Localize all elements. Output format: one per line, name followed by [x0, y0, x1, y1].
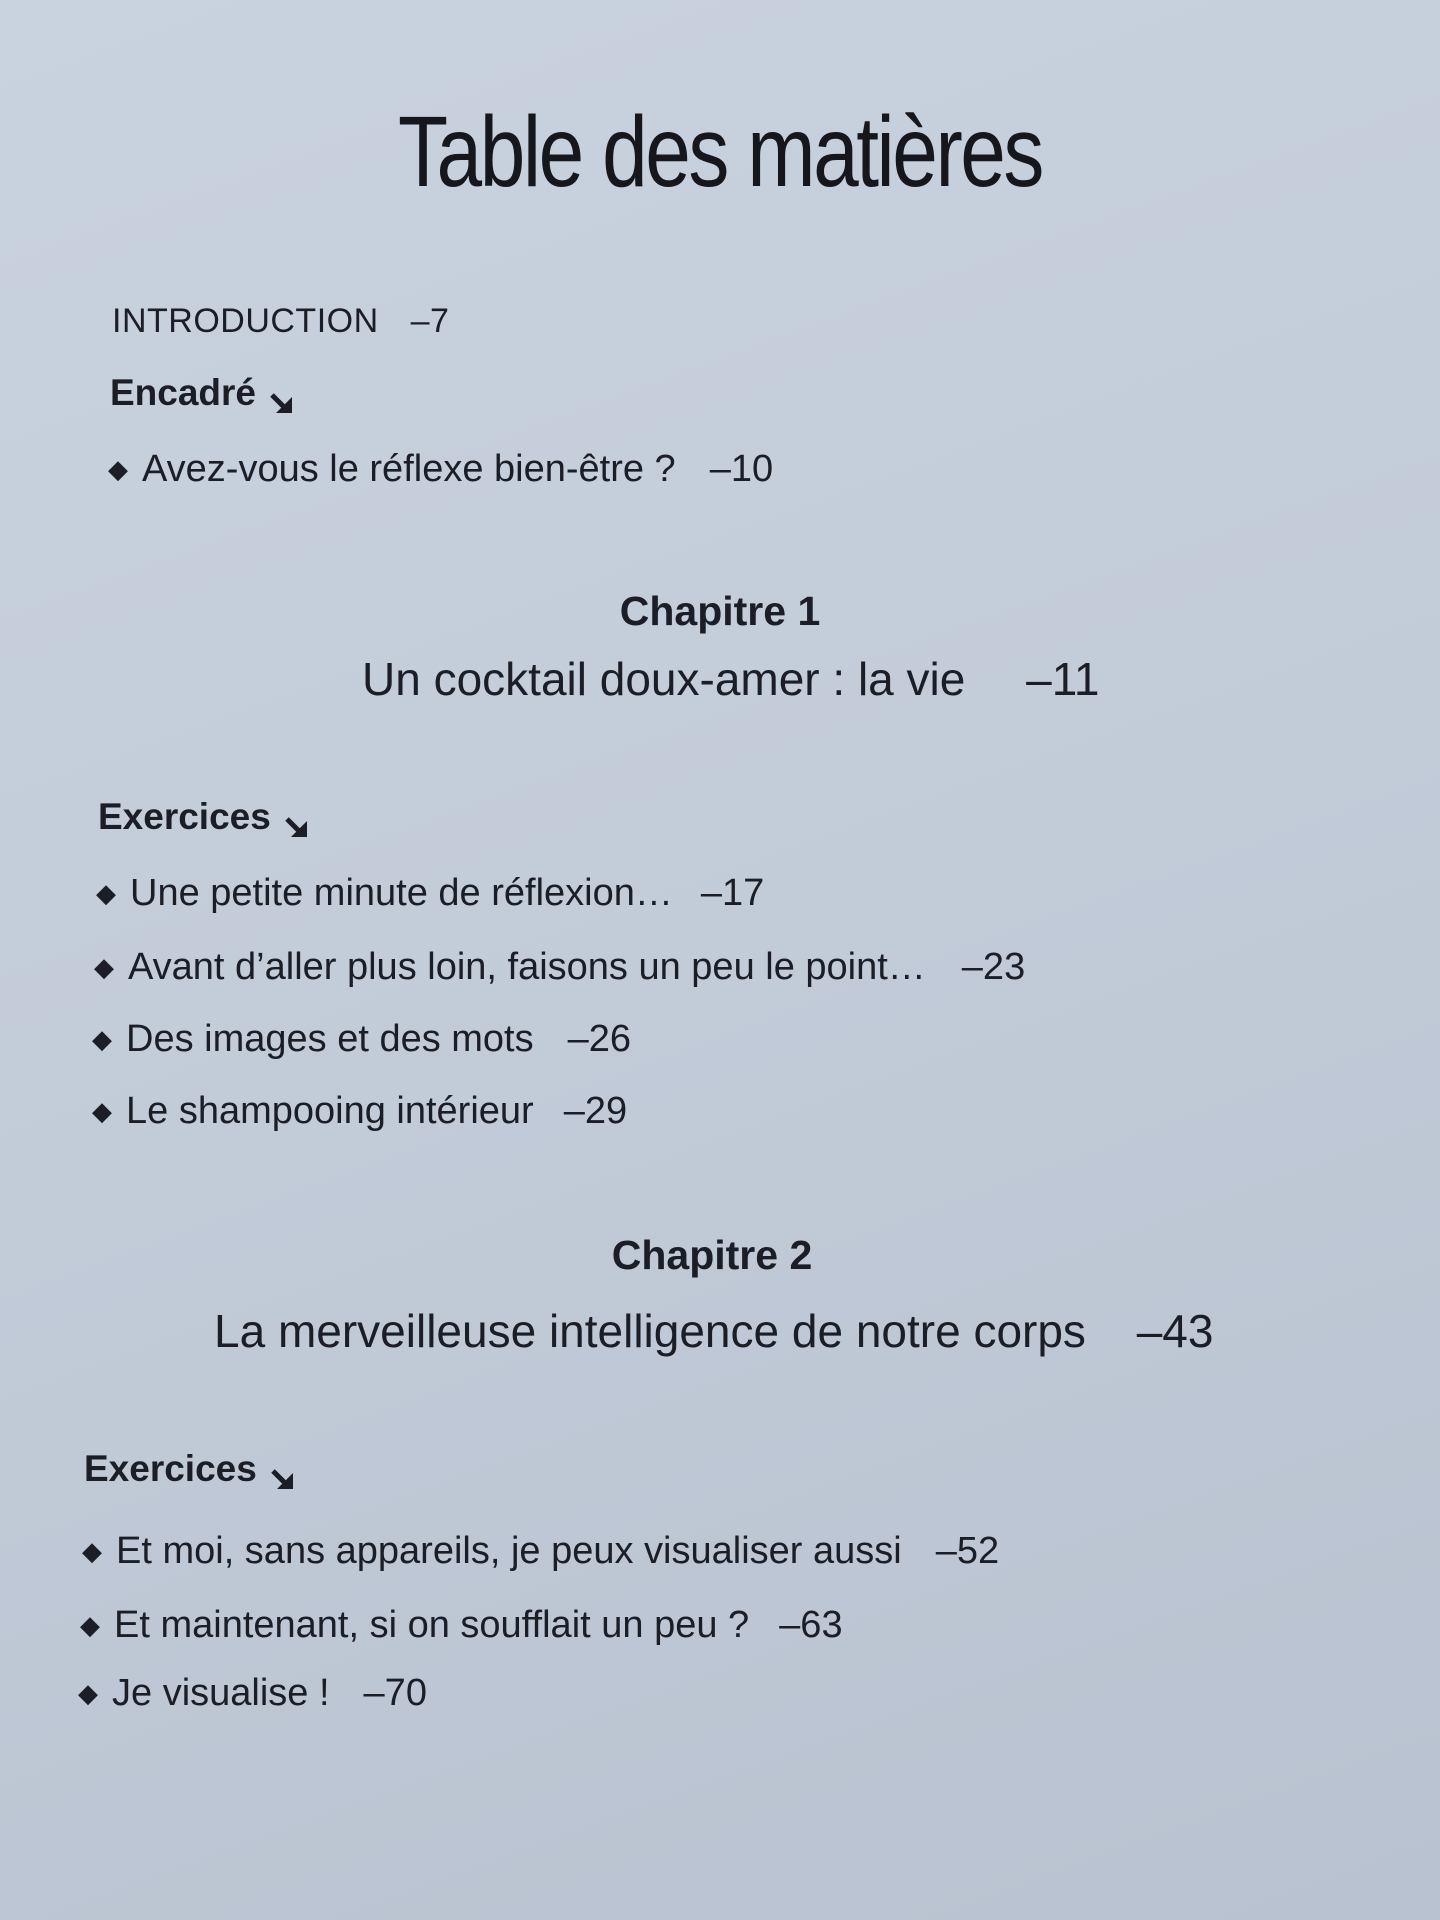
toc-entry-introduction: [112, 302, 449, 341]
entry-label: Je visualise !: [112, 1672, 330, 1714]
entry-label: Et moi, sans appareils, je peux visualiser aussi: [116, 1530, 902, 1572]
toc-entry: [92, 1090, 627, 1133]
chapter-title-2: [214, 1304, 1213, 1358]
section-heading-encadre: [110, 372, 298, 414]
toc-entry: [108, 448, 773, 491]
toc-entry: [78, 1672, 427, 1715]
entry-page: –17: [700, 872, 765, 914]
entry-page: –52: [935, 1530, 1000, 1572]
toc-entry: [92, 1018, 631, 1061]
entry-label: Avez-vous le réflexe bien-être ?: [142, 448, 676, 490]
diamond-bullet-icon: ◆: [96, 878, 116, 908]
chapter-page: –43: [1136, 1305, 1214, 1357]
toc-entry: [80, 1604, 843, 1647]
entry-label: Une petite minute de réflexion…: [130, 872, 673, 914]
page-title: Table des matières: [398, 96, 1042, 208]
entry-page: –63: [779, 1604, 843, 1646]
chapter-title-label: La merveilleuse intelligence de notre corps: [214, 1305, 1086, 1357]
arrow-down-right-icon: [283, 813, 313, 843]
toc-entry: [94, 946, 1025, 989]
section-heading-label: Encadré: [110, 372, 257, 413]
entry-label: Le shampooing intérieur: [126, 1090, 534, 1132]
toc-entry: [96, 872, 764, 915]
chapter-title-1: [362, 652, 1099, 706]
section-heading-label: Exercices: [84, 1448, 257, 1489]
section-heading-label: Exercices: [98, 796, 271, 837]
diamond-bullet-icon: ◆: [78, 1678, 98, 1708]
entry-page: –10: [709, 448, 774, 490]
chapter-heading-2: Chapitre 2: [611, 1232, 813, 1278]
diamond-bullet-icon: ◆: [80, 1610, 100, 1640]
diamond-bullet-icon: ◆: [94, 952, 114, 982]
entry-label: INTRODUCTION: [112, 302, 379, 340]
arrow-down-right-icon: [268, 389, 298, 419]
chapter-title-label: Un cocktail doux-amer : la vie: [362, 653, 966, 705]
entry-page: –70: [363, 1672, 427, 1714]
toc-entry: [82, 1530, 999, 1573]
entry-page: –29: [563, 1090, 628, 1132]
arrow-down-right-icon: [269, 1465, 299, 1495]
diamond-bullet-icon: ◆: [82, 1536, 102, 1566]
entry-label: Avant d’aller plus loin, faisons un peu le point…: [128, 946, 926, 988]
entry-label: Et maintenant, si on soufflait un peu ?: [114, 1604, 750, 1646]
diamond-bullet-icon: ◆: [92, 1096, 112, 1126]
chapter-page: –11: [1026, 653, 1100, 705]
entry-page: –23: [961, 946, 1026, 988]
entry-label: Des images et des mots: [126, 1018, 534, 1060]
entry-page: –26: [567, 1018, 632, 1060]
diamond-bullet-icon: ◆: [92, 1024, 112, 1054]
entry-page: –7: [410, 302, 450, 340]
section-heading-exercices-1: [98, 796, 313, 838]
chapter-heading-1: Chapitre 1: [619, 588, 821, 634]
diamond-bullet-icon: ◆: [108, 454, 128, 484]
section-heading-exercices-2: [84, 1448, 299, 1490]
